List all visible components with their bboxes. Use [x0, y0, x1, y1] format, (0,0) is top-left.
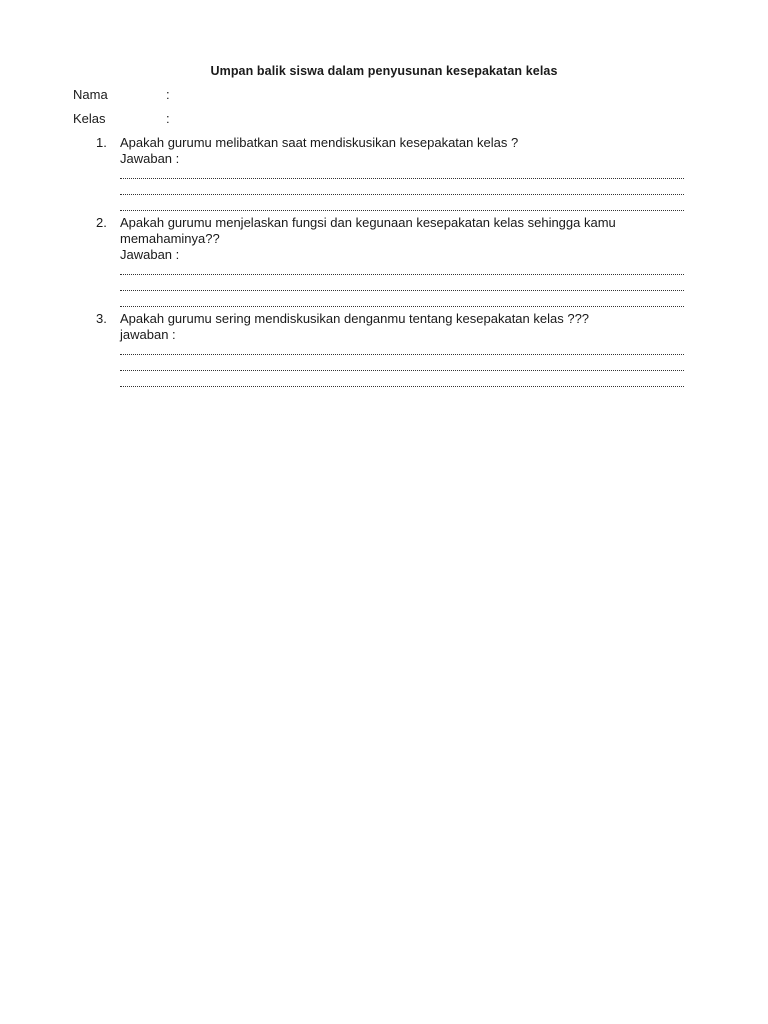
question-2-answer-line-2[interactable] — [120, 275, 684, 291]
question-3-answer-label: jawaban : — [120, 327, 176, 342]
question-2-text-line-1: Apakah gurumu menjelaskan fungsi dan kegunaan kesepakatan kelas sehingga kamu — [120, 215, 616, 230]
question-2-text-line-2: memahaminya?? — [120, 231, 220, 246]
name-field-row — [73, 87, 170, 103]
question-3-answer-line-2[interactable] — [120, 355, 684, 371]
class-field-label: Kelas — [73, 111, 106, 126]
name-field-label: Nama — [73, 87, 108, 102]
question-1-text: Apakah gurumu melibatkan saat mendiskusikan kesepakatan kelas ? — [120, 135, 519, 150]
question-2-answer-line-3[interactable] — [120, 291, 684, 307]
question-3-answer-line-1[interactable] — [120, 339, 684, 355]
question-3-answer-line-3[interactable] — [120, 371, 684, 387]
question-3-number: 3. — [96, 311, 107, 326]
name-field-colon: : — [166, 87, 170, 102]
question-2-answer-line-1[interactable] — [120, 259, 684, 275]
question-3-text: Apakah gurumu sering mendiskusikan denganmu tentang kesepakatan kelas ??? — [120, 311, 590, 326]
question-1-number: 1. — [96, 135, 107, 150]
question-1-answer-line-2[interactable] — [120, 179, 684, 195]
question-1-answer-line-1[interactable] — [120, 163, 684, 179]
class-field-row — [73, 111, 170, 127]
question-2-number: 2. — [96, 215, 107, 230]
question-1-answer-line-3[interactable] — [120, 195, 684, 211]
question-2-answer-label: Jawaban : — [120, 247, 180, 262]
document-title: Umpan balik siswa dalam penyusunan kesepakatan kelas — [210, 64, 558, 78]
question-1-answer-label: Jawaban : — [120, 151, 180, 166]
class-field-colon: : — [166, 111, 170, 126]
